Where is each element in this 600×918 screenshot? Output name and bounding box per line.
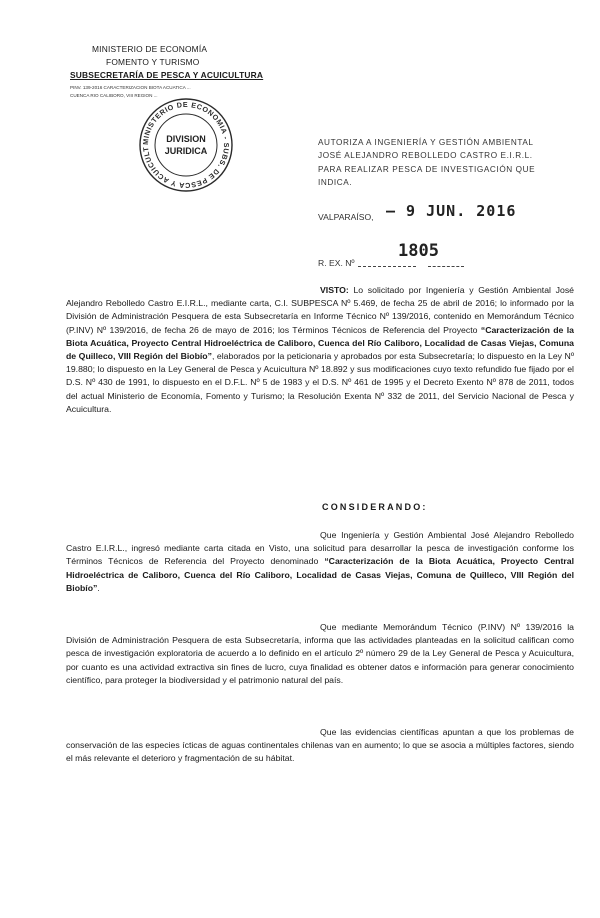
paragraph-text: Que Ingeniería y Gestión Ambiental José Alejandro Rebolledo Castro E.I.R.L., ingresó mediante carta citada en Visto, una solicitud para desarrollar la pesca de investigación conforme los Términos Técnicos de Referencia del Proyecto denominado	[66, 530, 574, 567]
resolution-year-line	[428, 266, 464, 267]
ministry-subname: FOMENTO Y TURISMO	[106, 57, 200, 67]
visto-section	[66, 284, 574, 416]
project-name: “Caracterización de la Biota Acuática, Proyecto Central Hidroeléctrica de Caliboro, Cuenca del Río Caliboro, Localidad de Casas Viejas, Comuna de Quilleco, VIII Región del Biobío”	[66, 324, 575, 362]
stamp-center-line1: DIVISION	[166, 134, 206, 144]
subject-line: AUTORIZA A INGENIERÍA Y GESTIÓN AMBIENTAL	[318, 138, 534, 147]
visto-label: VISTO:	[320, 285, 349, 295]
considerando-paragraph-1	[66, 529, 574, 595]
stamp-ring-text: MINISTERIO DE ECONOMIA - SUBS. DE PESCA Y ACUICULT	[140, 99, 232, 191]
resolution-subject	[318, 136, 568, 190]
date-place: VALPARAÍSO,	[318, 212, 374, 222]
resolution-number: 1805	[398, 241, 439, 261]
project-name: “Caracterización de la Biota Acuática, Proyecto Central Hidroeléctrica de Caliboro, Cuenca del Río Caliboro, Localidad de Casas Viejas, Comuna de Quilleco, VIII Región del Biobío”	[66, 556, 575, 593]
handwritten-date: – 9 JUN. 2016	[386, 202, 517, 220]
stamp-seal-icon	[136, 95, 236, 195]
considerando-heading: CONSIDERANDO:	[322, 502, 428, 512]
considerando-paragraph-2: Que mediante Memorándum Técnico (P.INV) Nº 139/2016 la División de Administración Pesquera de esta Subsecretaría, informa que las actividades planteadas en la solicitud califican como pesca de investigación exploratoria de acuerdo a lo definido en el artículo 2º número 29 de la Ley General de Pesca y Acuicultura, por cuanto es una actividad extractiva sin fines de lucro, cuya finalidad es obtener datos e información para generar conocimiento científico, para proteger la biodiversidad y el patrimonio natural del país.	[66, 622, 574, 685]
file-reference-2: CUENCA RIO CALIBORO, VIII REGION ...	[70, 93, 158, 98]
subject-line: JOSÉ ALEJANDRO REBOLLEDO CASTRO E.I.R.L.	[318, 151, 533, 161]
subject-line: PARA REALIZAR PESCA DE INVESTIGACIÓN QUE	[318, 164, 536, 174]
ministry-name: MINISTERIO DE ECONOMÍA	[92, 44, 208, 54]
division-juridica-stamp	[136, 95, 236, 195]
resolution-label: R. EX. Nº	[318, 258, 355, 268]
subject-line: INDICA.	[318, 178, 353, 188]
file-reference: PINV. 139-2016 CARACTERIZACION BIOTA ACUATICA ...	[70, 85, 191, 90]
undersecretariat-name: SUBSECRETARÍA DE PESCA Y ACUICULTURA	[70, 70, 264, 80]
paragraph-text: .	[97, 582, 100, 593]
resolution-number-line	[358, 266, 416, 267]
considerando-paragraph-3: Que las evidencias científicas apuntan a que los problemas de conservación de las especies ícticas de aguas continentales chilenas van en aumento; lo que se asocia a múltiples factores, siendo el más relevante el deterioro y fragmentación de su hábitat.	[66, 727, 574, 764]
visto-text: Lo solicitado por Ingeniería y Gestión Ambiental José Alejandro Rebolledo Castro E.I.R.L., mediante carta, C.I. SUBPESCA Nº 5.469, de fecha 25 de abril de 2016; lo informado por la División de Administración Pesquera de esta Subsecretaría en Informe Técnico Nº 139/2016, contenido en Memorándum Técnico (P.INV) Nº 139/2016, de fecha 26 de mayo de 2016; los Términos Técnicos de Referencia del Proyecto	[66, 285, 574, 335]
stamp-center-line2: JURIDICA	[164, 146, 208, 156]
visto-text: , elaborados por la peticionaria y aprobados por esta Subsecretaría; lo dispuesto en la Ley Nº 19.880; lo dispuesto en la Ley General de Pesca y Acuicultura Nº 18.892 y sus modificaciones cuyo texto refundido fue fijado por el D.S. Nº 430 de 1991, lo dispuesto en el D.F.L. Nº 5 de 1983 y el D.S. Nº 461 de 1995 y el Decreto Exento Nº 878 de 2011, todos del actual Ministerio de Economía, Fomento y Turismo; la Resolución Exenta Nº 332 de 2011, del Servicio Nacional de Pesca y Acuicultura.	[66, 351, 574, 414]
